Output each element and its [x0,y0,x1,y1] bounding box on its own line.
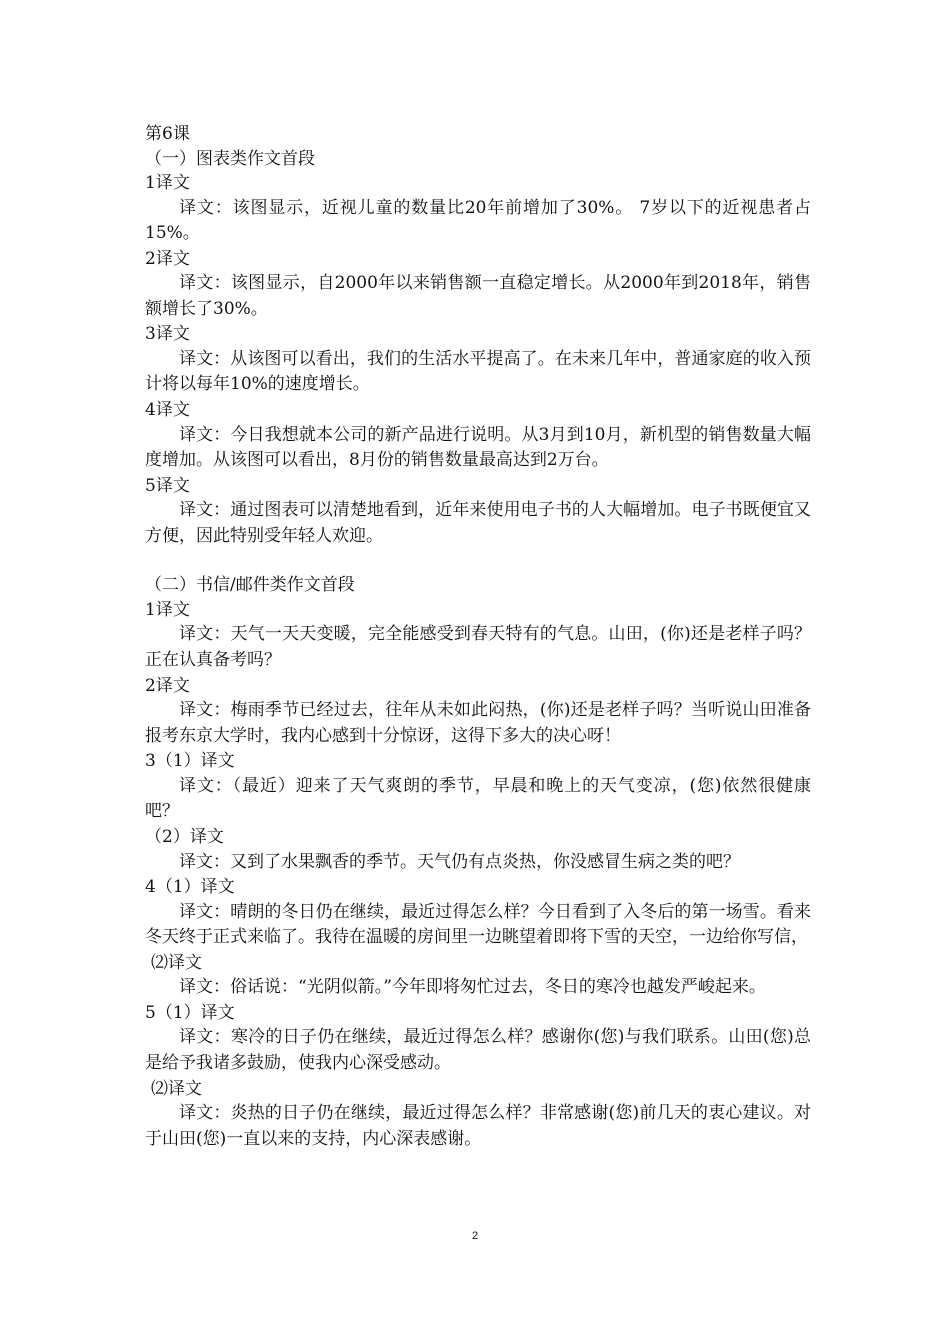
section-spacer [145,549,811,573]
item-label: 3（1）译文 [145,751,235,772]
item-label: 2译文 [145,675,190,696]
lesson-title: 第6课 [145,124,190,144]
translation-paragraph: 译文：从该图可以看出，我们的生活水平提高了。在未来几年中，普通家庭的收入预计将以每年10%的速度增长。 [145,348,811,395]
item-label: ⑵译文 [151,952,202,973]
document-body [145,122,811,1152]
item-label: （2）译文 [145,827,224,847]
translation-paragraph: 译文：该图显示，自2000年以来销售额一直稳定增长。从2000年到2018年，销售额增长了30%。 [145,273,811,319]
translation-paragraph: 译文：又到了水果飘香的季节。天气仍有点炎热，你没感冒生病之类的吧？ [179,851,740,872]
translation-paragraph: 译文：俗话说：“光阴似箭。”今年即将匆忙过去，冬日的寒冷也越发严峻起来。 [179,977,766,998]
item-label: ⑵译文 [151,1078,202,1099]
item-label: 5（1）译文 [145,1002,235,1023]
translation-paragraph: 译文：天气一天天变暖，完全能感受到春天特有的气息。山田，(你)还是老样子吗？正在认真备考吗？ [145,624,811,671]
translation-paragraph: 译文：寒冷的日子仍在继续，最近过得怎么样？感谢你(您)与我们联系。山田(您)总是给予我诸多鼓励，使我内心深受感动。 [145,1027,811,1073]
page-number: 2 [471,1230,479,1242]
translation-paragraph: 译文：该图显示，近视儿童的数量比20年前增加了30%。 7岁以下的近视患者占15%。 [145,197,811,244]
translation-paragraph: 译文：通过图表可以清楚地看到，近年来使用电子书的人大幅增加。电子书既便宜又方便，因此特别受年轻人欢迎。 [145,500,811,546]
item-label: 3译文 [145,324,190,345]
section-heading-charts: （一）图表类作文首段 [145,148,315,169]
translation-paragraph: 译文：今日我想就本公司的新产品进行说明。从3月到10月，新机型的销售数量大幅度增加。从该图可以看出，8月份的销售数量最高达到2万台。 [145,424,811,471]
translation-paragraph: 译文：晴朗的冬日仍在继续，最近过得怎么样？今日看到了入冬后的第一场雪。看来冬天终于正式来临了。我待在温暖的房间里一边眺望着即将下雪的天空，一边给你写信， [145,901,811,948]
item-label: 4（1）译文 [145,877,235,898]
item-label: 4译文 [145,400,190,421]
item-label: 5译文 [145,475,190,496]
item-label: 1译文 [145,173,190,193]
translation-paragraph: 译文：炎热的日子仍在继续，最近过得怎么样？非常感谢(您)前几天的衷心建议。对于山田(您)一直以来的支持，内心深表感谢。 [145,1103,811,1149]
translation-paragraph: 译文：梅雨季节已经过去，往年从未如此闷热，(你)还是老样子吗？当听说山田准备报考东京大学时，我内心感到十分惊讶，这得下多大的决心呀！ [145,700,811,746]
section-heading-letters: （二）书信/邮件类作文首段 [145,575,355,596]
item-label: 1译文 [145,599,190,620]
translation-paragraph: 译文：（最近）迎来了天气爽朗的季节，早晨和晚上的天气变凉，(您)依然很健康吧？ [145,775,811,822]
item-label: 2译文 [145,248,190,269]
